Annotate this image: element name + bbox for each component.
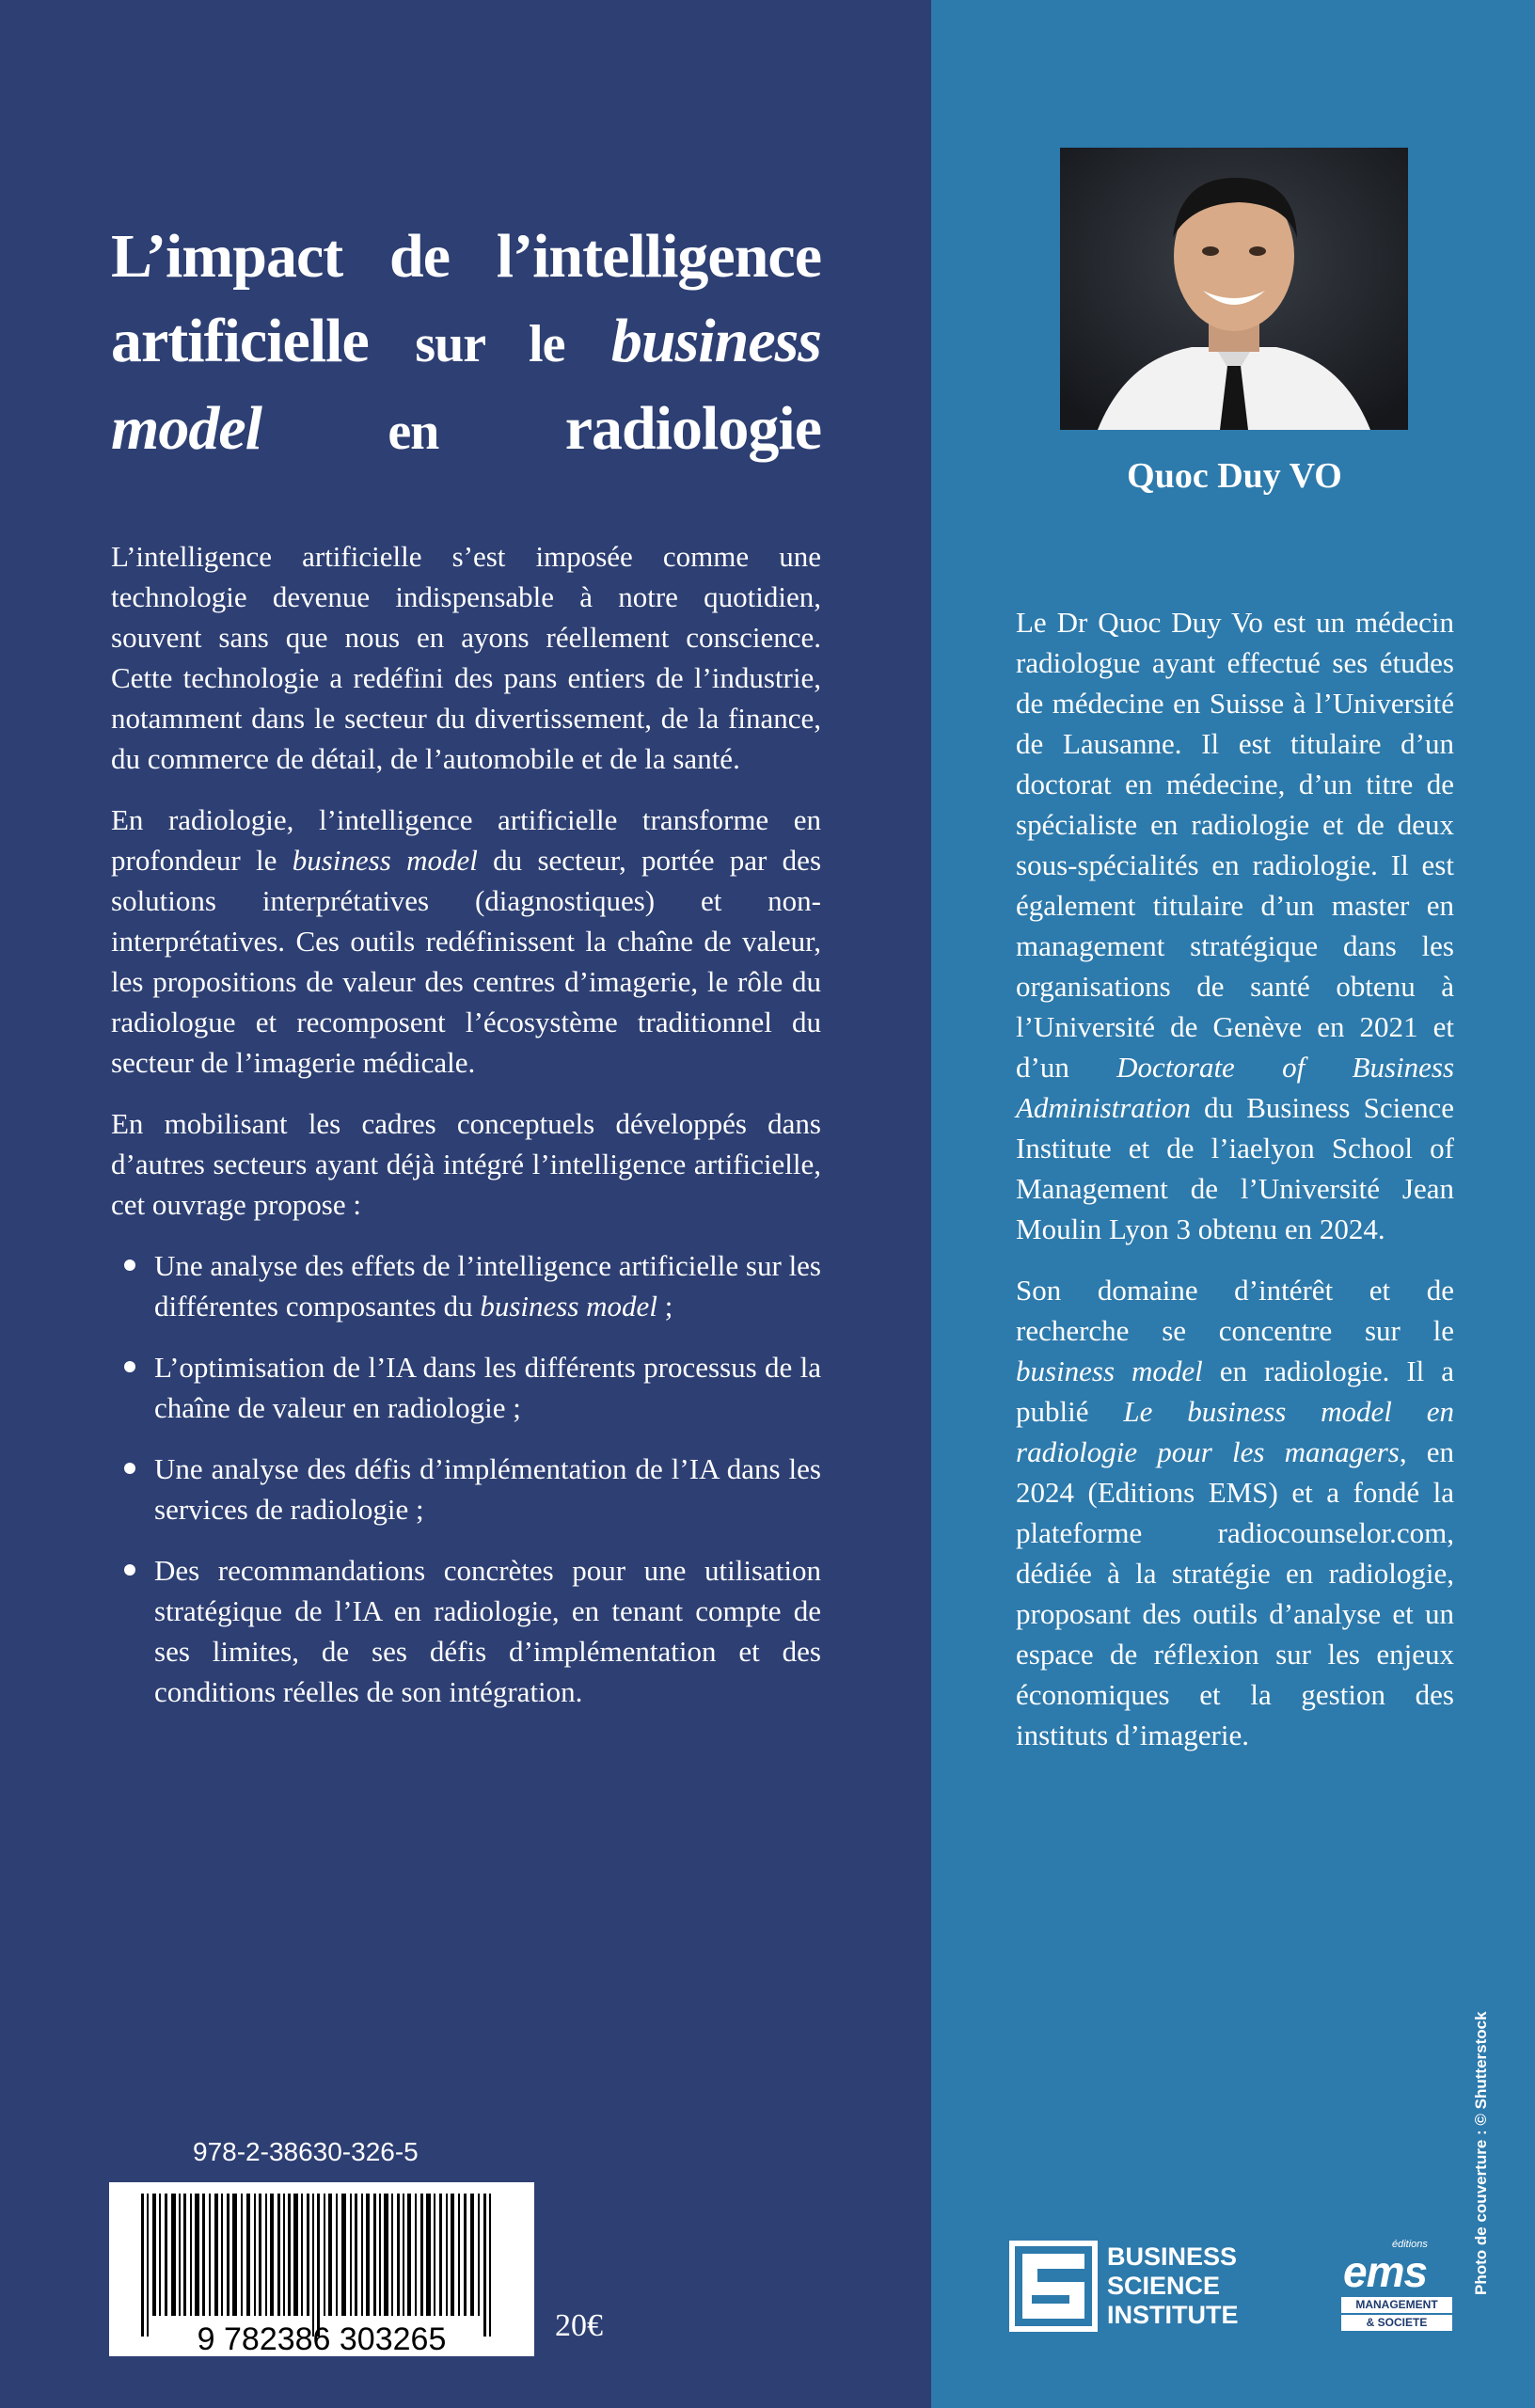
bullet-dot-icon: [124, 1564, 135, 1576]
bsi-logo: [1009, 2241, 1256, 2332]
back-cover-blurb: [111, 536, 821, 1733]
bullet-item: Des recommandations concrètes pour une utilisation stratégique de l’IA en radiologie, en tenant compte de ses limites, de ses défis d’implémentation et des conditions réelles de son intégration.: [111, 1550, 821, 1712]
book-title: L’impact de l’intelligence artificielle sur le business model en radiologie: [111, 222, 821, 463]
intro-paragraph-1: L’intelligence artificielle s’est imposée comme une technologie devenue indispensable à notre quotidien, souvent sans que nous en ayons réellement conscience. Cette technologie a redéfini des pans entiers de l’industrie, notamment dans le secteur du divertissement, de la finance, du commerce de détail, de l’automobile et de la santé.: [111, 540, 821, 775]
bullet-dot-icon: [124, 1259, 135, 1271]
price: 20€: [555, 2308, 603, 2343]
barcode-bars-icon: [109, 2182, 534, 2356]
intro-paragraph-2: En radiologie, l’intelligence artificielle transforme en profondeur le business model du secteur, portée par des solutions interprétatives (diagnostiques) et non-interprétatives. Ces outils redéfinissent la chaîne de valeur, les propositions de valeur des centres d’imagerie, le rôle du radiologue et recomposent l’écosystème traditionnel du secteur de l’imagerie médicale.: [111, 803, 822, 1079]
bullet-item: Une analyse des effets de l’intelligence artificielle sur les différentes composantes du business model ;: [111, 1245, 821, 1326]
bsi-logo-text: BUSINESS SCIENCE INSTITUTE: [1107, 2242, 1239, 2329]
bsi-logo-mark-icon: [1009, 2241, 1098, 2332]
ems-logo: éditions ems MANAGEMENT & SOCIETE: [1334, 2239, 1458, 2333]
bullet-dot-icon: [124, 1463, 135, 1474]
bio-paragraph-2: Son domaine d’intérêt et de recherche se concentre sur le business model en radiologie. Il a publié Le business model en radiologie pour les managers, en 2024 (Editions EMS) et a fondé la plateforme radiocounselor.com, dédiée à la stratégie en radiologie, proposant des outils d’analyse et un espace de réflexion sur les enjeux économiques et la gestion des instituts d’imagerie.: [1016, 1274, 1455, 1751]
bullet-item: Une analyse des défis d’implémentation de l’IA dans les services de radiologie ;: [111, 1449, 821, 1529]
author-portrait-icon: [1060, 148, 1408, 430]
barcode: [109, 2182, 534, 2356]
author-bio: [1016, 602, 1454, 1776]
bullet-list: [111, 1245, 821, 1712]
bio-paragraph-1: Le Dr Quoc Duy Vo est un médecin radiologue ayant effectué ses études de médecine en Suisse à l’Université de Lausanne. Il est titulaire d’un doctorat en médecine, d’un titre de spécialiste en radiologie et de deux sous-spécialités en radiologie. Il est également titulaire d’un master en management stratégique dans les organisations de santé obtenu à l’Université de Genève en 2021 et d’un Doctorate of Business Administration du Business Science Institute et de l’iaelyon School of Management de l’Université Jean Moulin Lyon 3 obtenu en 2024.: [1016, 606, 1455, 1245]
bullet-dot-icon: [124, 1361, 135, 1372]
barcode-digits: 9 782386 303265: [197, 2321, 447, 2356]
isbn-number: 978-2-38630-326-5: [193, 2137, 419, 2166]
photo-credit: Photo de couverture : © Shutterstock: [1472, 2011, 1490, 2295]
author-photo: [1060, 148, 1408, 430]
author-name: Quoc Duy VO: [1127, 456, 1342, 496]
bullet-item: L’optimisation de l’IA dans les différents processus de la chaîne de valeur en radiologie ;: [111, 1347, 821, 1428]
intro-paragraph-3: En mobilisant les cadres conceptuels développés dans d’autres secteurs ayant déjà intégré l’intelligence artificielle, cet ouvrage propose :: [111, 1107, 821, 1221]
